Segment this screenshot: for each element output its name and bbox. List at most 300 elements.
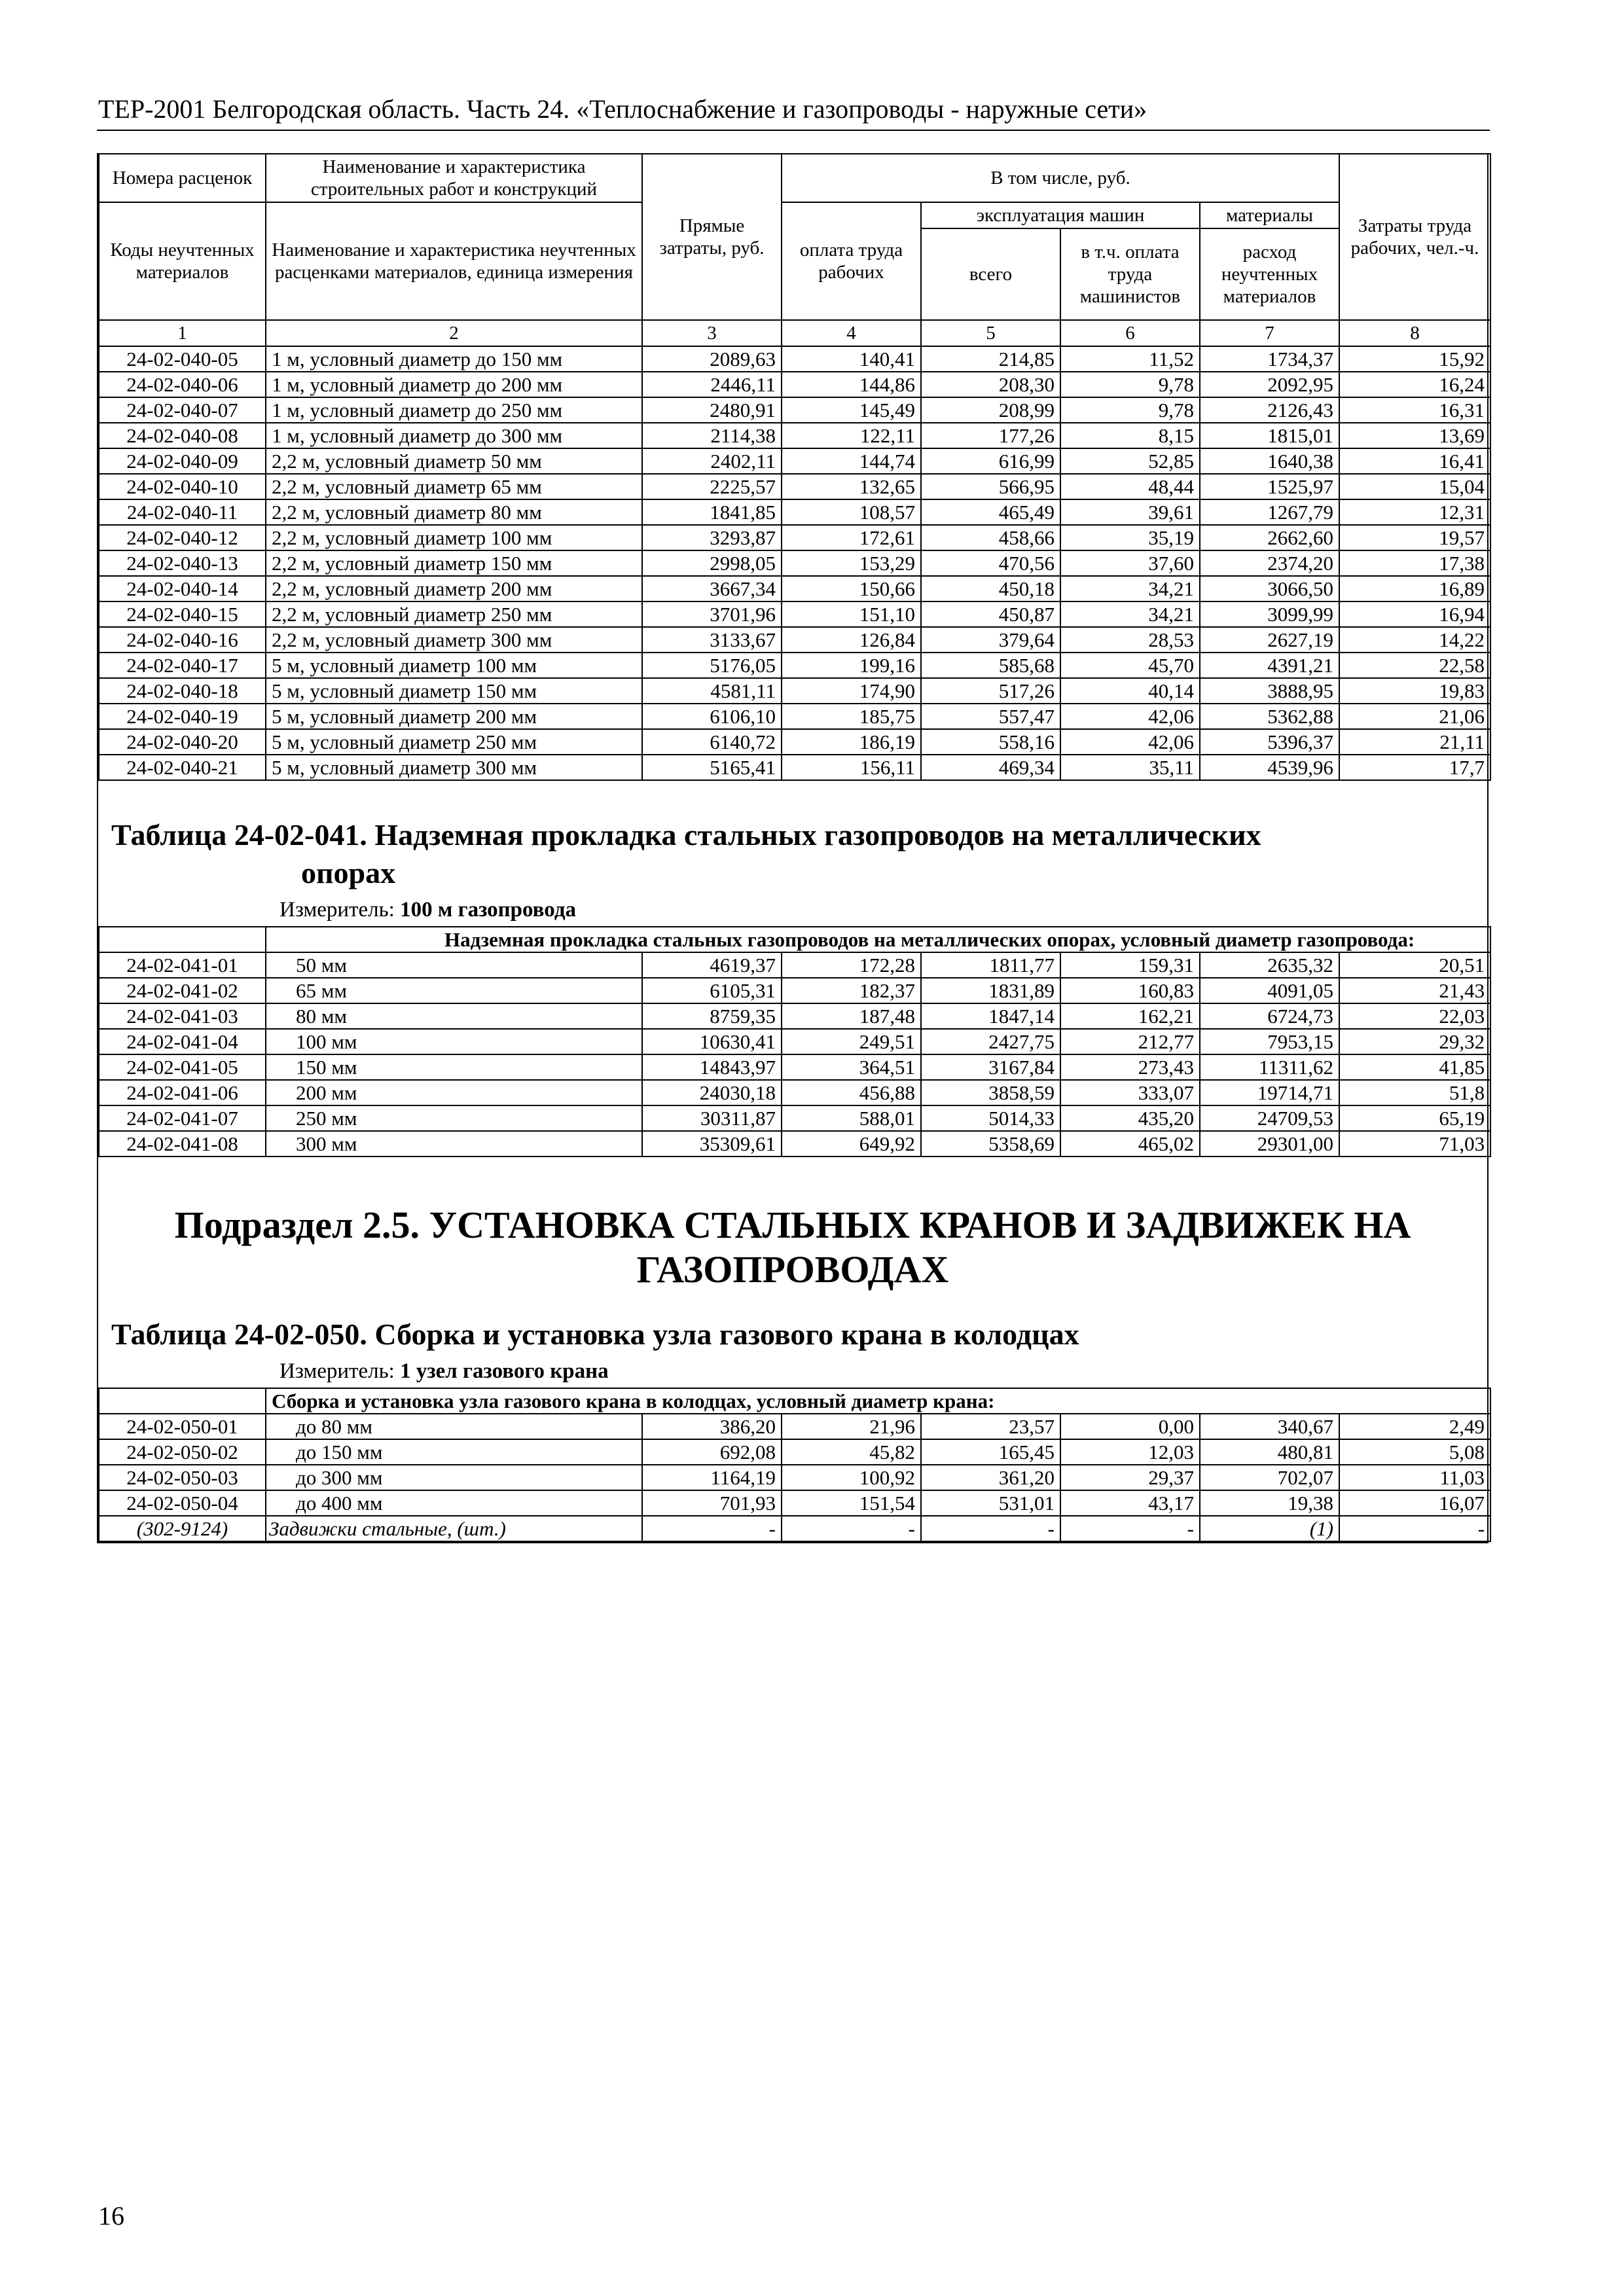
rate-code: 24-02-040-14 — [99, 576, 266, 601]
direct-cost: 2114,38 — [642, 423, 782, 448]
wages: 156,11 — [782, 755, 921, 780]
direct-cost: 35309,61 — [642, 1131, 782, 1157]
rate-code: 24-02-040-06 — [99, 372, 266, 397]
rate-code: 24-02-040-13 — [99, 550, 266, 576]
direct-cost: 1841,85 — [642, 499, 782, 525]
labor-hours: 19,57 — [1339, 525, 1490, 550]
table-row — [99, 499, 1490, 525]
rate-code: 24-02-040-07 — [99, 397, 266, 423]
machines-total: 5014,33 — [921, 1105, 1060, 1131]
rate-code: 24-02-041-02 — [99, 978, 266, 1003]
rate-code: 24-02-040-20 — [99, 729, 266, 755]
work-description: 2,2 м, условный диаметр 65 мм — [266, 474, 642, 499]
direct-cost: 4619,37 — [642, 952, 782, 978]
measure-label: Измеритель: — [280, 898, 395, 922]
wages: 140,41 — [782, 346, 921, 372]
work-description: 2,2 м, условный диаметр 80 мм — [266, 499, 642, 525]
table-row — [99, 729, 1490, 755]
wages: 172,61 — [782, 525, 921, 550]
wages: - — [782, 1516, 921, 1541]
direct-cost: 3133,67 — [642, 627, 782, 653]
direct-cost: 30311,87 — [642, 1105, 782, 1131]
drivers-wages: 29,37 — [1060, 1465, 1200, 1490]
materials-cost: 2662,60 — [1200, 525, 1339, 550]
machines-total: 469,34 — [921, 755, 1060, 780]
work-description: 2,2 м, условный диаметр 50 мм — [266, 448, 642, 474]
labor-hours: 16,07 — [1339, 1490, 1490, 1516]
drivers-wages: 435,20 — [1060, 1105, 1200, 1131]
page-header: ТЕР-2001 Белгородская область. Часть 24. «Теплоснабжение и газопроводы - наружные сети» — [98, 94, 1147, 124]
labor-hours: 20,51 — [1339, 952, 1490, 978]
labor-hours: 65,19 — [1339, 1105, 1490, 1131]
table-row — [99, 423, 1490, 448]
rate-code: 24-02-041-05 — [99, 1054, 266, 1080]
materials-cost: 2126,43 — [1200, 397, 1339, 423]
work-description: 2,2 м, условный диаметр 250 мм — [266, 601, 642, 627]
rate-code: 24-02-041-07 — [99, 1105, 266, 1131]
drivers-wages: 159,31 — [1060, 952, 1200, 978]
materials-cost: 3099,99 — [1200, 601, 1339, 627]
table-row — [99, 755, 1490, 780]
labor-hours: 17,7 — [1339, 755, 1490, 780]
materials-cost: 1640,38 — [1200, 448, 1339, 474]
drivers-wages: 52,85 — [1060, 448, 1200, 474]
table-row — [99, 978, 1490, 1003]
machines-total: 1847,14 — [921, 1003, 1060, 1029]
rate-code: 24-02-040-15 — [99, 601, 266, 627]
wages: 456,88 — [782, 1080, 921, 1105]
work-description: 65 мм — [266, 978, 642, 1003]
header-wages: оплата труда рабочих — [782, 202, 921, 320]
rate-code: 24-02-040-12 — [99, 525, 266, 550]
direct-cost: 692,08 — [642, 1439, 782, 1465]
wages: 172,28 — [782, 952, 921, 978]
table-row — [99, 1105, 1490, 1131]
wages: 144,74 — [782, 448, 921, 474]
work-description: 100 мм — [266, 1029, 642, 1054]
labor-hours: 12,31 — [1339, 499, 1490, 525]
materials-cost: 7953,15 — [1200, 1029, 1339, 1054]
machines-total: 1811,77 — [921, 952, 1060, 978]
labor-hours: 14,22 — [1339, 627, 1490, 653]
labor-hours: 71,03 — [1339, 1131, 1490, 1157]
work-description: 5 м, условный диаметр 100 мм — [266, 653, 642, 678]
wages: 145,49 — [782, 397, 921, 423]
labor-hours: 51,8 — [1339, 1080, 1490, 1105]
direct-cost: 6140,72 — [642, 729, 782, 755]
wages: 45,82 — [782, 1439, 921, 1465]
table-row — [99, 372, 1490, 397]
labor-hours: 41,85 — [1339, 1054, 1490, 1080]
work-description: 1 м, условный диаметр до 250 мм — [266, 397, 642, 423]
rate-code: 24-02-041-01 — [99, 952, 266, 978]
machines-total: 3167,84 — [921, 1054, 1060, 1080]
drivers-wages: 160,83 — [1060, 978, 1200, 1003]
work-description: 50 мм — [266, 952, 642, 978]
wages: 185,75 — [782, 704, 921, 729]
work-description: до 300 мм — [266, 1465, 642, 1490]
labor-hours: 15,92 — [1339, 346, 1490, 372]
column-number: 4 — [782, 320, 921, 346]
drivers-wages: 43,17 — [1060, 1490, 1200, 1516]
direct-cost: 2446,11 — [642, 372, 782, 397]
materials-cost: 1815,01 — [1200, 423, 1339, 448]
table-row — [99, 1054, 1490, 1080]
direct-cost: 24030,18 — [642, 1080, 782, 1105]
materials-cost: 1267,79 — [1200, 499, 1339, 525]
direct-cost: 6106,10 — [642, 704, 782, 729]
direct-cost: 3701,96 — [642, 601, 782, 627]
table-050-title-line: Таблица 24-02-050. Сборка и установка узла газового крана в колодцах — [111, 1318, 1079, 1351]
rate-code: 24-02-040-21 — [99, 755, 266, 780]
materials-cost: 480,81 — [1200, 1439, 1339, 1465]
wages: 199,16 — [782, 653, 921, 678]
materials-cost: 1734,37 — [1200, 346, 1339, 372]
labor-hours: 16,31 — [1339, 397, 1490, 423]
work-description: до 400 мм — [266, 1490, 642, 1516]
materials-cost: 4539,96 — [1200, 755, 1339, 780]
work-description: 5 м, условный диаметр 250 мм — [266, 729, 642, 755]
labor-hours: 21,11 — [1339, 729, 1490, 755]
rates-table-040 — [98, 153, 1491, 781]
machines-total: 23,57 — [921, 1414, 1060, 1439]
labor-hours: 29,32 — [1339, 1029, 1490, 1054]
table-row — [99, 448, 1490, 474]
drivers-wages: 9,78 — [1060, 397, 1200, 423]
table-row — [99, 1131, 1490, 1157]
rate-code: 24-02-040-16 — [99, 627, 266, 653]
rate-code: 24-02-040-18 — [99, 678, 266, 704]
work-description: до 150 мм — [266, 1439, 642, 1465]
table-041-title-line2: опорах — [301, 856, 396, 889]
labor-hours: 13,69 — [1339, 423, 1490, 448]
header-in-total: В том числе, руб. — [782, 154, 1339, 202]
direct-cost: 2089,63 — [642, 346, 782, 372]
work-description: 300 мм — [266, 1131, 642, 1157]
rate-code: 24-02-040-10 — [99, 474, 266, 499]
header-material-consumption: расход неучтенных материалов — [1200, 228, 1339, 320]
column-number: 5 — [921, 320, 1060, 346]
machines-total: 517,26 — [921, 678, 1060, 704]
drivers-wages: 34,21 — [1060, 576, 1200, 601]
materials-cost: 2635,32 — [1200, 952, 1339, 978]
materials-cost: 340,67 — [1200, 1414, 1339, 1439]
direct-cost: 6105,31 — [642, 978, 782, 1003]
direct-cost: 2480,91 — [642, 397, 782, 423]
section-title-line2: ГАЗОПРОВОДАХ — [636, 1248, 949, 1291]
wages: 588,01 — [782, 1105, 921, 1131]
direct-cost: 1164,19 — [642, 1465, 782, 1490]
machines-total: 557,47 — [921, 704, 1060, 729]
document-body — [97, 153, 1489, 1543]
drivers-wages: 37,60 — [1060, 550, 1200, 576]
work-description: 2,2 м, условный диаметр 100 мм — [266, 525, 642, 550]
wages: 108,57 — [782, 499, 921, 525]
labor-hours: 22,03 — [1339, 1003, 1490, 1029]
table-041-subheading: Надземная прокладка стальных газопроводов на металлических опорах, условный диаметр газопровода: — [266, 927, 1490, 952]
work-description: 1 м, условный диаметр до 300 мм — [266, 423, 642, 448]
drivers-wages: 45,70 — [1060, 653, 1200, 678]
table-row — [99, 474, 1490, 499]
rate-code: 24-02-050-01 — [99, 1414, 266, 1439]
material-code: (302-9124) — [99, 1516, 266, 1541]
table-row — [99, 653, 1490, 678]
wages: 151,54 — [782, 1490, 921, 1516]
labor-hours: 15,04 — [1339, 474, 1490, 499]
labor-hours: 16,89 — [1339, 576, 1490, 601]
wages: 649,92 — [782, 1131, 921, 1157]
rate-code: 24-02-040-19 — [99, 704, 266, 729]
header-machine-ops: эксплуатация машин — [921, 202, 1200, 228]
rate-code: 24-02-040-17 — [99, 653, 266, 678]
table-row — [99, 550, 1490, 576]
column-number: 8 — [1339, 320, 1490, 346]
wages: 151,10 — [782, 601, 921, 627]
rate-code: 24-02-050-02 — [99, 1439, 266, 1465]
machines-total: 214,85 — [921, 346, 1060, 372]
header-rule — [97, 130, 1490, 131]
drivers-wages: 34,21 — [1060, 601, 1200, 627]
wages: 126,84 — [782, 627, 921, 653]
drivers-wages: 40,14 — [1060, 678, 1200, 704]
drivers-wages: 273,43 — [1060, 1054, 1200, 1080]
direct-cost: 2402,11 — [642, 448, 782, 474]
labor-hours: 21,43 — [1339, 978, 1490, 1003]
table-050-measure — [98, 1357, 1487, 1388]
table-row — [99, 1465, 1490, 1490]
drivers-wages: 0,00 — [1060, 1414, 1200, 1439]
work-description: 250 мм — [266, 1105, 642, 1131]
machines-total: 450,87 — [921, 601, 1060, 627]
materials-cost: 4391,21 — [1200, 653, 1339, 678]
header-material-codes: Коды неучтенных материалов — [99, 202, 266, 320]
materials-cost: 3888,95 — [1200, 678, 1339, 704]
drivers-wages: 8,15 — [1060, 423, 1200, 448]
materials-cost: 24709,53 — [1200, 1105, 1339, 1131]
labor-hours: 5,08 — [1339, 1439, 1490, 1465]
direct-cost: 8759,35 — [642, 1003, 782, 1029]
drivers-wages: 39,61 — [1060, 499, 1200, 525]
direct-cost: 2998,05 — [642, 550, 782, 576]
wages: 187,48 — [782, 1003, 921, 1029]
labor-hours: 17,38 — [1339, 550, 1490, 576]
column-number: 6 — [1060, 320, 1200, 346]
materials-cost: 5362,88 — [1200, 704, 1339, 729]
work-description: 1 м, условный диаметр до 150 мм — [266, 346, 642, 372]
wages: 249,51 — [782, 1029, 921, 1054]
materials-cost: 4091,05 — [1200, 978, 1339, 1003]
drivers-wages: 48,44 — [1060, 474, 1200, 499]
section-title-line1: Подраздел 2.5. УСТАНОВКА СТАЛЬНЫХ КРАНОВ И ЗАДВИЖЕК НА — [174, 1204, 1411, 1246]
labor-hours: 21,06 — [1339, 704, 1490, 729]
table-041-title-line1: Таблица 24-02-041. Надземная прокладка стальных газопроводов на металлических — [111, 818, 1261, 852]
rate-code: 24-02-041-08 — [99, 1131, 266, 1157]
materials-cost: 19,38 — [1200, 1490, 1339, 1516]
drivers-wages: 35,19 — [1060, 525, 1200, 550]
materials-cost: 5396,37 — [1200, 729, 1339, 755]
machines-total: 208,30 — [921, 372, 1060, 397]
rate-code: 24-02-040-11 — [99, 499, 266, 525]
materials-cost: 3066,50 — [1200, 576, 1339, 601]
work-description: 80 мм — [266, 1003, 642, 1029]
header-machines-total: всего — [921, 228, 1060, 320]
direct-cost: 2225,57 — [642, 474, 782, 499]
drivers-wages: 333,07 — [1060, 1080, 1200, 1105]
table-050-subheading: Сборка и установка узла газового крана в колодцах, условный диаметр крана: — [266, 1388, 1490, 1414]
machines-total: 1831,89 — [921, 978, 1060, 1003]
header-work-name: Наименование и характеристика строительных работ и конструкций — [266, 154, 642, 202]
drivers-wages: 42,06 — [1060, 704, 1200, 729]
wages: 21,96 — [782, 1414, 921, 1439]
material-name: Задвижки стальные, (шт.) — [266, 1516, 642, 1541]
direct-cost: 5176,05 — [642, 653, 782, 678]
machines-total: 5358,69 — [921, 1131, 1060, 1157]
machines-total: 470,56 — [921, 550, 1060, 576]
table-row — [99, 576, 1490, 601]
rate-code: 24-02-050-03 — [99, 1465, 266, 1490]
table-row — [99, 346, 1490, 372]
rate-code: 24-02-041-03 — [99, 1003, 266, 1029]
table-row — [99, 1414, 1490, 1439]
drivers-wages: 9,78 — [1060, 372, 1200, 397]
table-row — [99, 678, 1490, 704]
table-row — [99, 1080, 1490, 1105]
machines-total: 361,20 — [921, 1465, 1060, 1490]
materials-cost: 6724,73 — [1200, 1003, 1339, 1029]
rate-code: 24-02-040-08 — [99, 423, 266, 448]
direct-cost: - — [642, 1516, 782, 1541]
machines-total: 585,68 — [921, 653, 1060, 678]
rates-table-050 — [98, 1388, 1491, 1542]
machines-total: 458,66 — [921, 525, 1060, 550]
direct-cost: 386,20 — [642, 1414, 782, 1439]
materials-cost: 702,07 — [1200, 1465, 1339, 1490]
work-description: 200 мм — [266, 1080, 642, 1105]
unaccounted-material-row — [99, 1516, 1490, 1541]
wages: 122,11 — [782, 423, 921, 448]
table-row — [99, 952, 1490, 978]
direct-cost: 5165,41 — [642, 755, 782, 780]
labor-hours: - — [1339, 1516, 1490, 1541]
labor-hours: 16,41 — [1339, 448, 1490, 474]
machines-total: 208,99 — [921, 397, 1060, 423]
table-041-title — [98, 781, 1487, 896]
labor-hours: 2,49 — [1339, 1414, 1490, 1439]
wages: 182,37 — [782, 978, 921, 1003]
table-row — [99, 397, 1490, 423]
header-labor: Затраты труда рабочих, чел.-ч. — [1339, 154, 1490, 320]
table-row — [99, 704, 1490, 729]
machines-total: 177,26 — [921, 423, 1060, 448]
materials-cost: 2627,19 — [1200, 627, 1339, 653]
direct-cost: 4581,11 — [642, 678, 782, 704]
column-number: 2 — [266, 320, 642, 346]
measure-value: 1 узел газового крана — [400, 1359, 609, 1383]
work-description: 5 м, условный диаметр 200 мм — [266, 704, 642, 729]
machines-total: 379,64 — [921, 627, 1060, 653]
rate-code: 24-02-041-04 — [99, 1029, 266, 1054]
direct-cost: 14843,97 — [642, 1054, 782, 1080]
header-materials: материалы — [1200, 202, 1339, 228]
column-number: 1 — [99, 320, 266, 346]
wages: 364,51 — [782, 1054, 921, 1080]
work-description: 2,2 м, условный диаметр 200 мм — [266, 576, 642, 601]
work-description: 150 мм — [266, 1054, 642, 1080]
drivers-wages: 11,52 — [1060, 346, 1200, 372]
wages: 150,66 — [782, 576, 921, 601]
machines-total: 2427,75 — [921, 1029, 1060, 1054]
table-row — [99, 1490, 1490, 1516]
machines-total: 165,45 — [921, 1439, 1060, 1465]
wages: 174,90 — [782, 678, 921, 704]
table-row — [99, 1029, 1490, 1054]
table-row — [99, 601, 1490, 627]
materials-cost: 19714,71 — [1200, 1080, 1339, 1105]
wages: 144,86 — [782, 372, 921, 397]
direct-cost: 701,93 — [642, 1490, 782, 1516]
wages: 186,19 — [782, 729, 921, 755]
machines-total: 531,01 — [921, 1490, 1060, 1516]
rate-code: 24-02-040-09 — [99, 448, 266, 474]
measure-label: Измеритель: — [280, 1359, 395, 1383]
table-050-title — [98, 1299, 1487, 1357]
column-number: 3 — [642, 320, 782, 346]
materials-cost: 29301,00 — [1200, 1131, 1339, 1157]
table-row — [99, 525, 1490, 550]
header-material-name: Наименование и характеристика неучтенных расценками материалов, единица измерения — [266, 202, 642, 320]
materials-cost: (1) — [1200, 1516, 1339, 1541]
drivers-wages: 465,02 — [1060, 1131, 1200, 1157]
table-041-measure — [98, 896, 1487, 926]
drivers-wages: - — [1060, 1516, 1200, 1541]
rate-code: 24-02-040-05 — [99, 346, 266, 372]
drivers-wages: 28,53 — [1060, 627, 1200, 653]
table-row — [99, 1439, 1490, 1465]
drivers-wages: 12,03 — [1060, 1439, 1200, 1465]
work-description: 5 м, условный диаметр 300 мм — [266, 755, 642, 780]
header-drivers-wages: в т.ч. оплата труда машинистов — [1060, 228, 1200, 320]
work-description: 5 м, условный диаметр 150 мм — [266, 678, 642, 704]
work-description: до 80 мм — [266, 1414, 642, 1439]
machines-total: 566,95 — [921, 474, 1060, 499]
page-number: 16 — [98, 2201, 124, 2231]
column-number: 7 — [1200, 320, 1339, 346]
machines-total: 616,99 — [921, 448, 1060, 474]
machines-total: - — [921, 1516, 1060, 1541]
materials-cost: 2374,20 — [1200, 550, 1339, 576]
table-row — [99, 1003, 1490, 1029]
work-description: 1 м, условный диаметр до 200 мм — [266, 372, 642, 397]
labor-hours: 16,24 — [1339, 372, 1490, 397]
direct-cost: 3667,34 — [642, 576, 782, 601]
labor-hours: 11,03 — [1339, 1465, 1490, 1490]
labor-hours: 22,58 — [1339, 653, 1490, 678]
rate-code: 24-02-050-04 — [99, 1490, 266, 1516]
work-description: 2,2 м, условный диаметр 300 мм — [266, 627, 642, 653]
rates-table-041 — [98, 926, 1491, 1157]
wages: 153,29 — [782, 550, 921, 576]
machines-total: 3858,59 — [921, 1080, 1060, 1105]
direct-cost: 10630,41 — [642, 1029, 782, 1054]
materials-cost: 11311,62 — [1200, 1054, 1339, 1080]
machines-total: 558,16 — [921, 729, 1060, 755]
header-direct-costs: Прямые затраты, руб. — [642, 154, 782, 320]
drivers-wages: 35,11 — [1060, 755, 1200, 780]
labor-hours: 19,83 — [1339, 678, 1490, 704]
drivers-wages: 42,06 — [1060, 729, 1200, 755]
machines-total: 465,49 — [921, 499, 1060, 525]
wages: 100,92 — [782, 1465, 921, 1490]
